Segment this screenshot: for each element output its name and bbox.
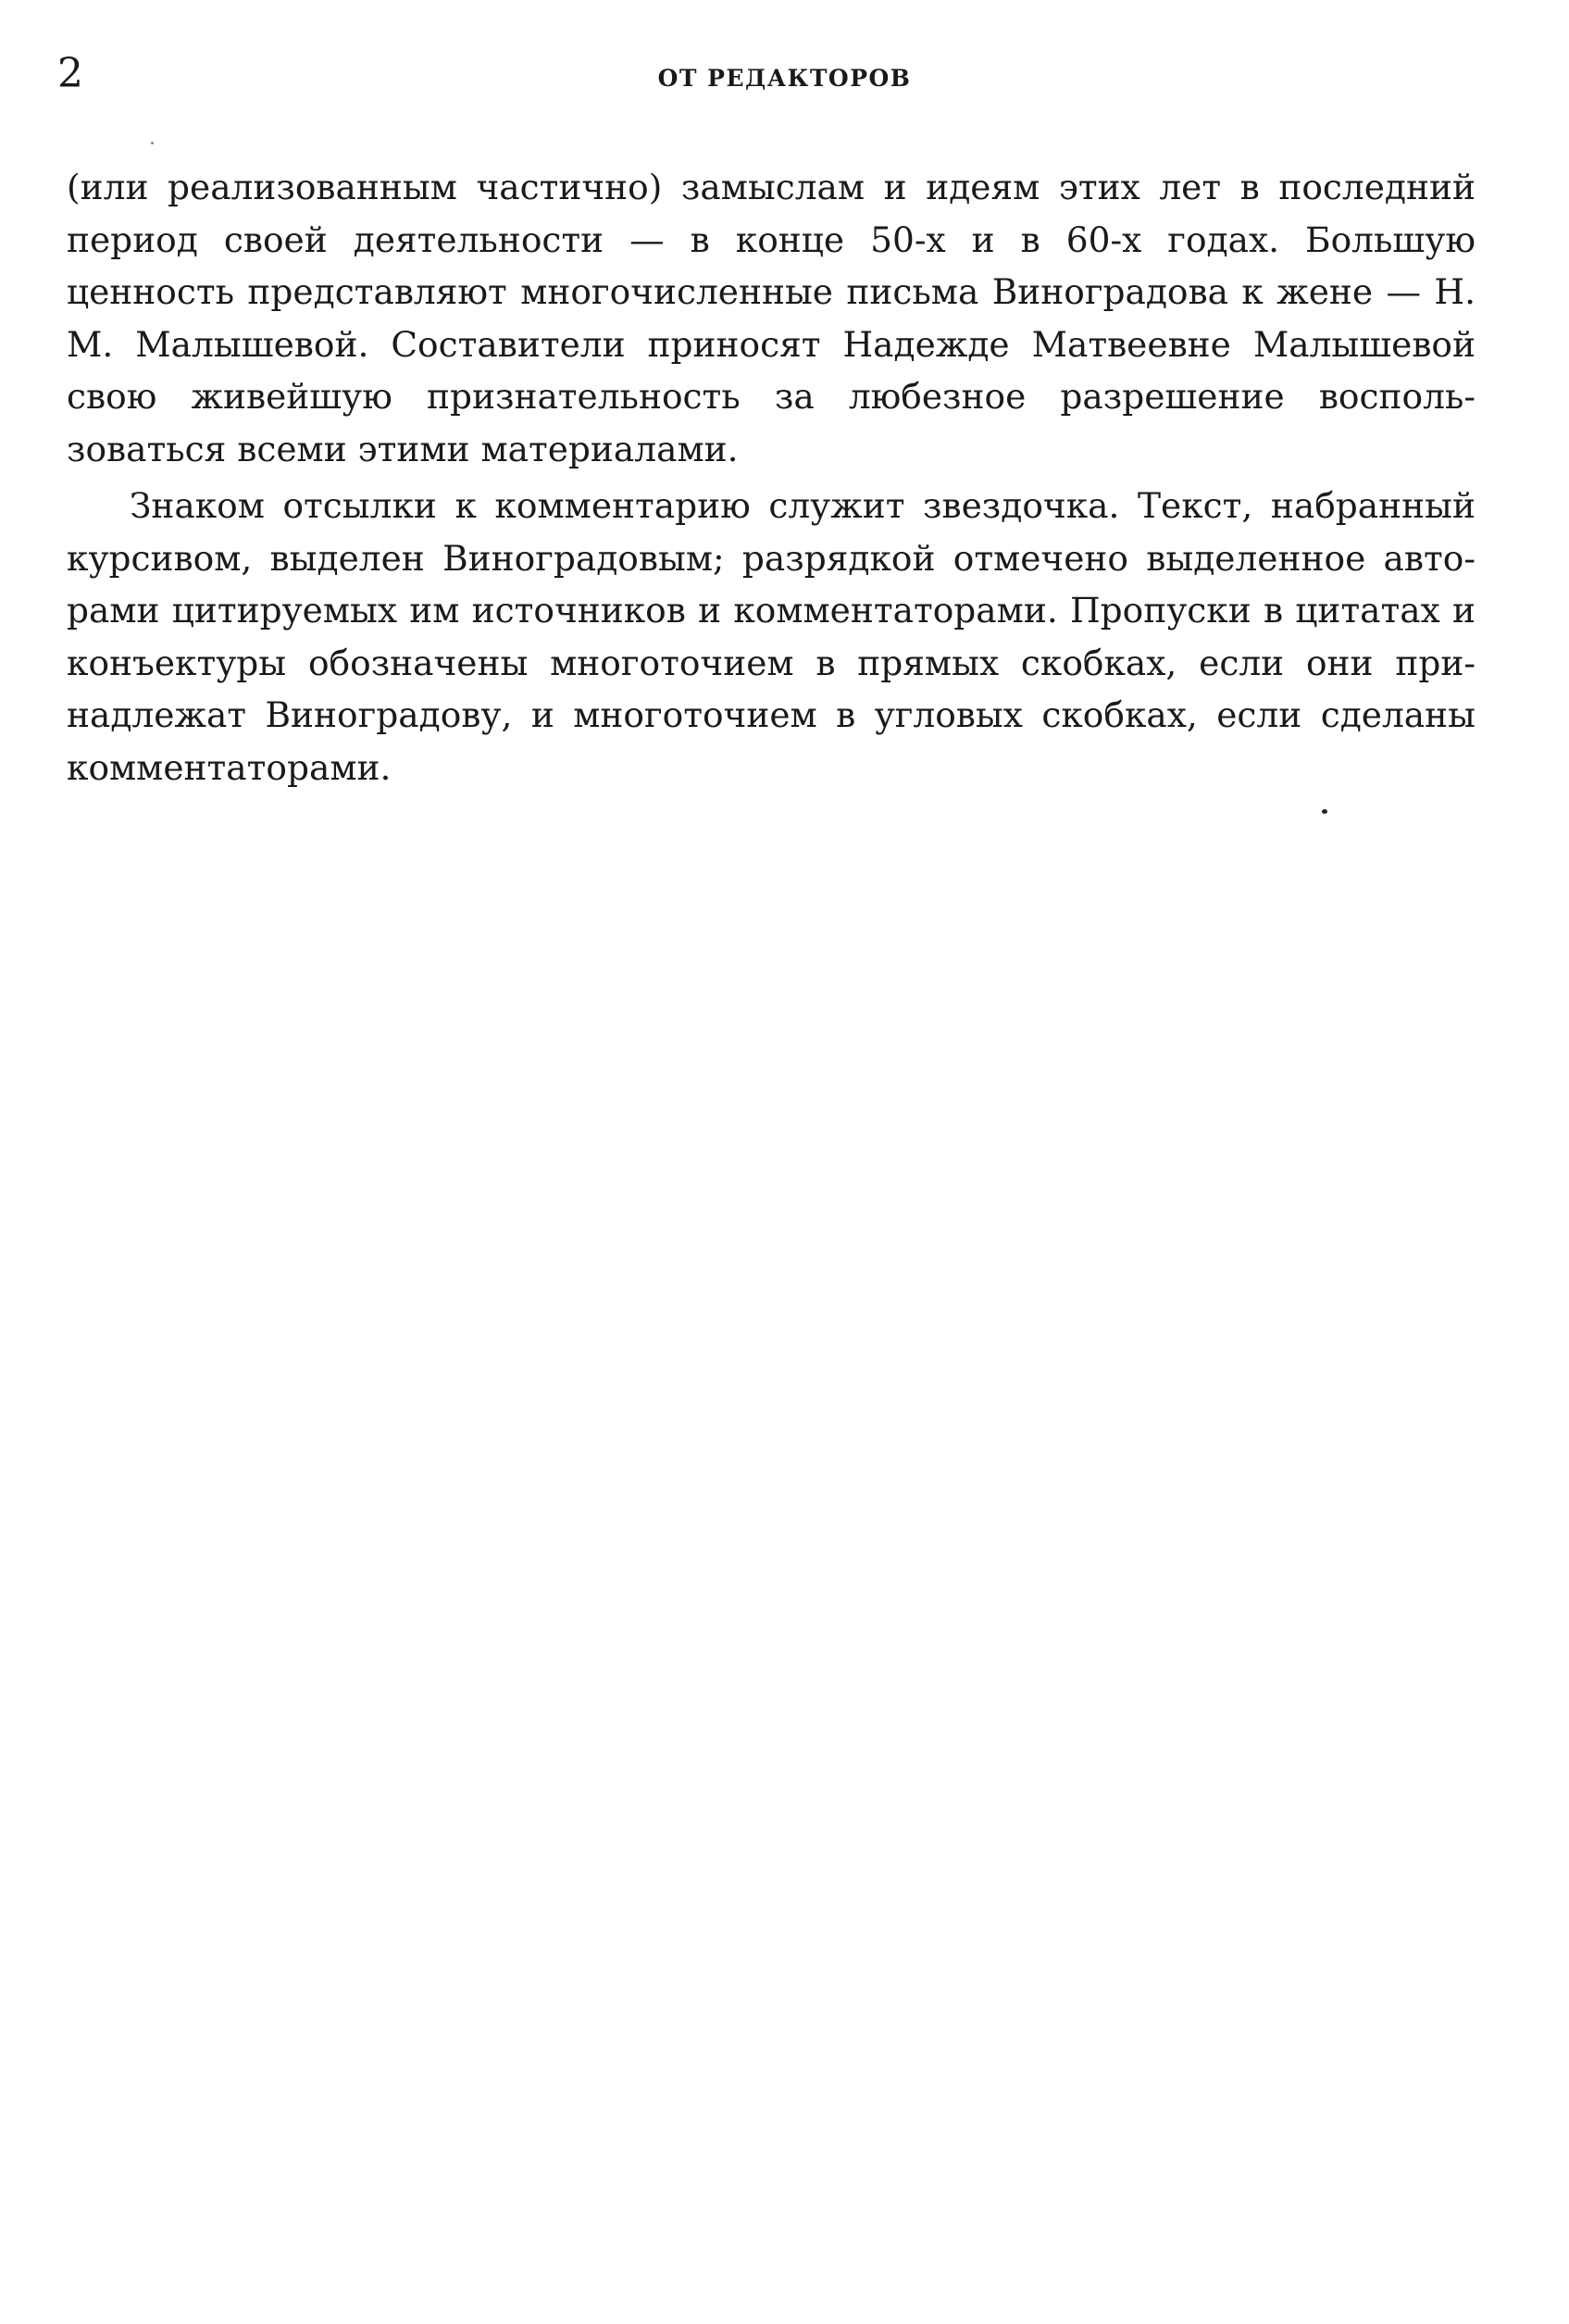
paragraph-2: Знаком отсылки к комментарию служит звездочка. Текст, набранный курсивом, выделен Виноградовым; разрядкой отмечено выделенное авторами цитируемых им источников и комментаторами. Пропуски в цитатах и конъектуры обозначены многоточием в прямых скобках, если они принадлежат Виноградову, и многоточием в угловых скобках, если сделаны комментаторами. bbox=[67, 485, 1476, 788]
body-text bbox=[67, 161, 1476, 793]
scan-speck bbox=[151, 142, 154, 144]
paragraph-1: (или реализованным частично) замыслам и идеям этих лет в последний период своей деятельности — в конце 50-х и в 60-х годах. Большую ценность представляют многочисленные письма Виноградова к жене — Н. М. Малышевой. Составители приносят Надежде Матвеевне Малышевой свою живейшую признательность за любезное разрешение воспользоваться всеми этими материалами. bbox=[67, 167, 1476, 469]
page-number: 2 bbox=[57, 50, 83, 97]
scan-speck bbox=[1322, 809, 1327, 814]
running-title: ОТ РЕДАКТОРОВ bbox=[657, 65, 912, 92]
